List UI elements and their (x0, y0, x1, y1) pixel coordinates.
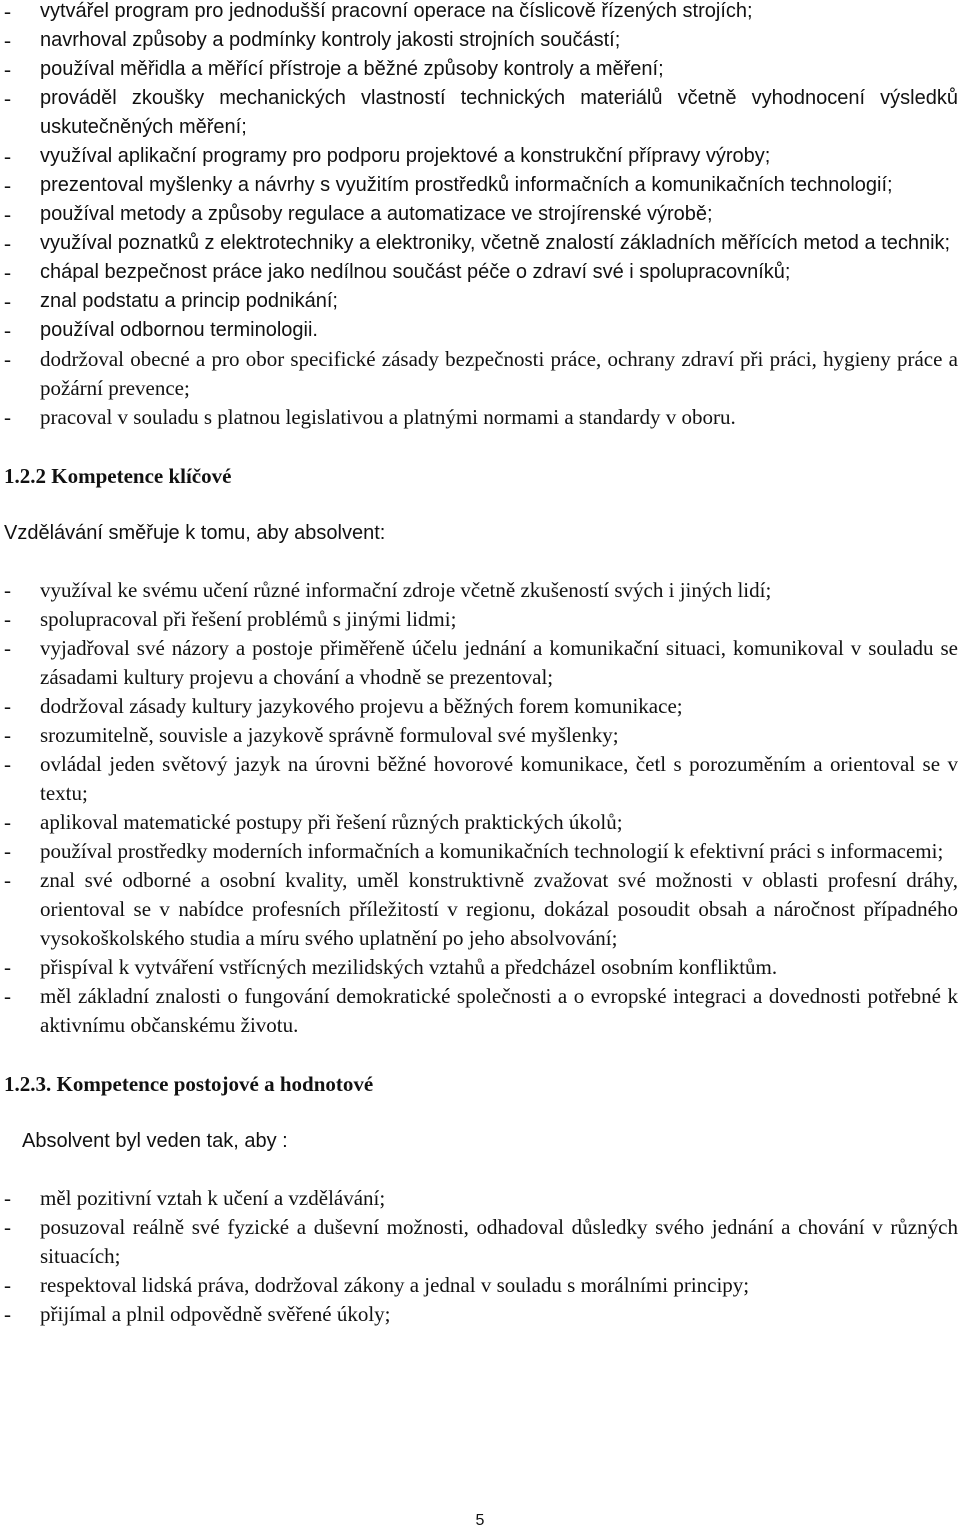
list-item: - využíval poznatků z elektrotechniky a elektroniky, včetně znalostí základních měřících metod a technik; (4, 231, 951, 255)
page-number: 5 (475, 1512, 485, 1529)
list-item: - navrhoval způsoby a podmínky kontroly jakosti strojních součástí; (4, 28, 621, 52)
list-item: - pracoval v souladu s platnou legislativou a platnými normami a standardy v oboru. (4, 405, 736, 429)
list-item: - srozumitelně, souvisle a jazykově správně formuloval své myšlenky; (4, 723, 619, 747)
list-item: - znal své odborné a osobní kvality, uměl konstruktivně zvažovat své možnosti v oblasti profesní dráhy, orientoval se v nabídce profesních příležitostí v regionu, dokázal posoudit obsah a náročnost případného vysokoškolského studia a míru svého uplatnění po jeho absolvování; (4, 868, 958, 950)
section-intro: Absolvent byl veden tak, aby : (22, 1130, 288, 1152)
competence-list-attitude (4, 1184, 958, 1329)
list-item: - prezentoval myšlenky a návrhy s využitím prostředků informačních a komunikačních technologií; (4, 173, 893, 197)
section-heading-attitude-competences: 1.2.3. Kompetence postojové a hodnotové (4, 1072, 374, 1096)
list-item: - používal metody a způsoby regulace a automatizace ve strojírenské výrobě; (4, 202, 713, 226)
list-item: - používal prostředky moderních informačních a komunikačních technologií k efektivní práci s informacemi; (4, 839, 944, 863)
list-item: - aplikoval matematické postupy při řešení různých praktických úkolů; (4, 810, 623, 834)
list-item: - používal odbornou terminologii. (4, 318, 318, 342)
section-heading-key-competences: 1.2.2 Kompetence klíčové (4, 464, 232, 488)
section-intro: Vzdělávání směřuje k tomu, aby absolvent: (4, 522, 386, 544)
list-item: - měl pozitivní vztah k učení a vzdělávání; (4, 1186, 386, 1210)
list-item: - využíval aplikační programy pro podporu projektové a konstrukční přípravy výroby; (4, 144, 771, 168)
list-item: - dodržoval zásady kultury jazykového projevu a běžných forem komunikace; (4, 694, 683, 718)
list-item: - měl základní znalosti o fungování demokratické společnosti a o evropské integraci a dovednosti potřebné k aktivnímu občanskému životu. (4, 984, 958, 1037)
competence-list-key (4, 576, 958, 1040)
list-item: - spolupracoval při řešení problémů s jinými lidmi; (4, 607, 457, 631)
list-item: - přijímal a plnil odpovědně svěřené úkoly; (4, 1302, 391, 1326)
list-item: - chápal bezpečnost práce jako nedílnou součást péče o zdraví své i spolupracovníků; (4, 260, 791, 284)
list-item: - využíval ke svému učení různé informační zdroje včetně zkušeností svých i jiných lidí; (4, 578, 772, 602)
list-item: - ovládal jeden světový jazyk na úrovni běžné hovorové komunikace, četl s porozuměním a orientoval se v textu; (4, 752, 958, 805)
list-item: - prováděl zkoušky mechanických vlastností technických materiálů včetně vyhodnocení výsledků uskutečněných měření; (4, 86, 958, 138)
list-item: - vyjadřoval své názory a postoje přiměřeně účelu jednání a komunikační situaci, komunikoval v souladu se zásadami kultury projevu a chování a vhodně se prezentoval; (4, 636, 958, 689)
document-page (4, 0, 958, 1329)
competence-list-professional (4, 0, 958, 432)
list-item: - dodržoval obecné a pro obor specifické zásady bezpečnosti práce, ochrany zdraví při práci, hygieny práce a požární prevence; (4, 347, 958, 400)
list-item: - posuzoval reálně své fyzické a duševní možnosti, odhadoval důsledky svého jednání a chování v různých situacích; (4, 1215, 958, 1268)
list-item: - respektoval lidská práva, dodržoval zákony a jednal v souladu s morálními principy; (4, 1273, 750, 1297)
list-item: - používal měřidla a měřící přístroje a běžné způsoby kontroly a měření; (4, 57, 664, 81)
list-item: - vytvářel program pro jednodušší pracovní operace na číslicově řízených strojích; (4, 0, 753, 23)
list-item: - znal podstatu a princip podnikání; (4, 289, 338, 313)
list-item: - přispíval k vytváření vstřícných mezilidských vztahů a předcházel osobním konfliktům. (4, 955, 778, 979)
